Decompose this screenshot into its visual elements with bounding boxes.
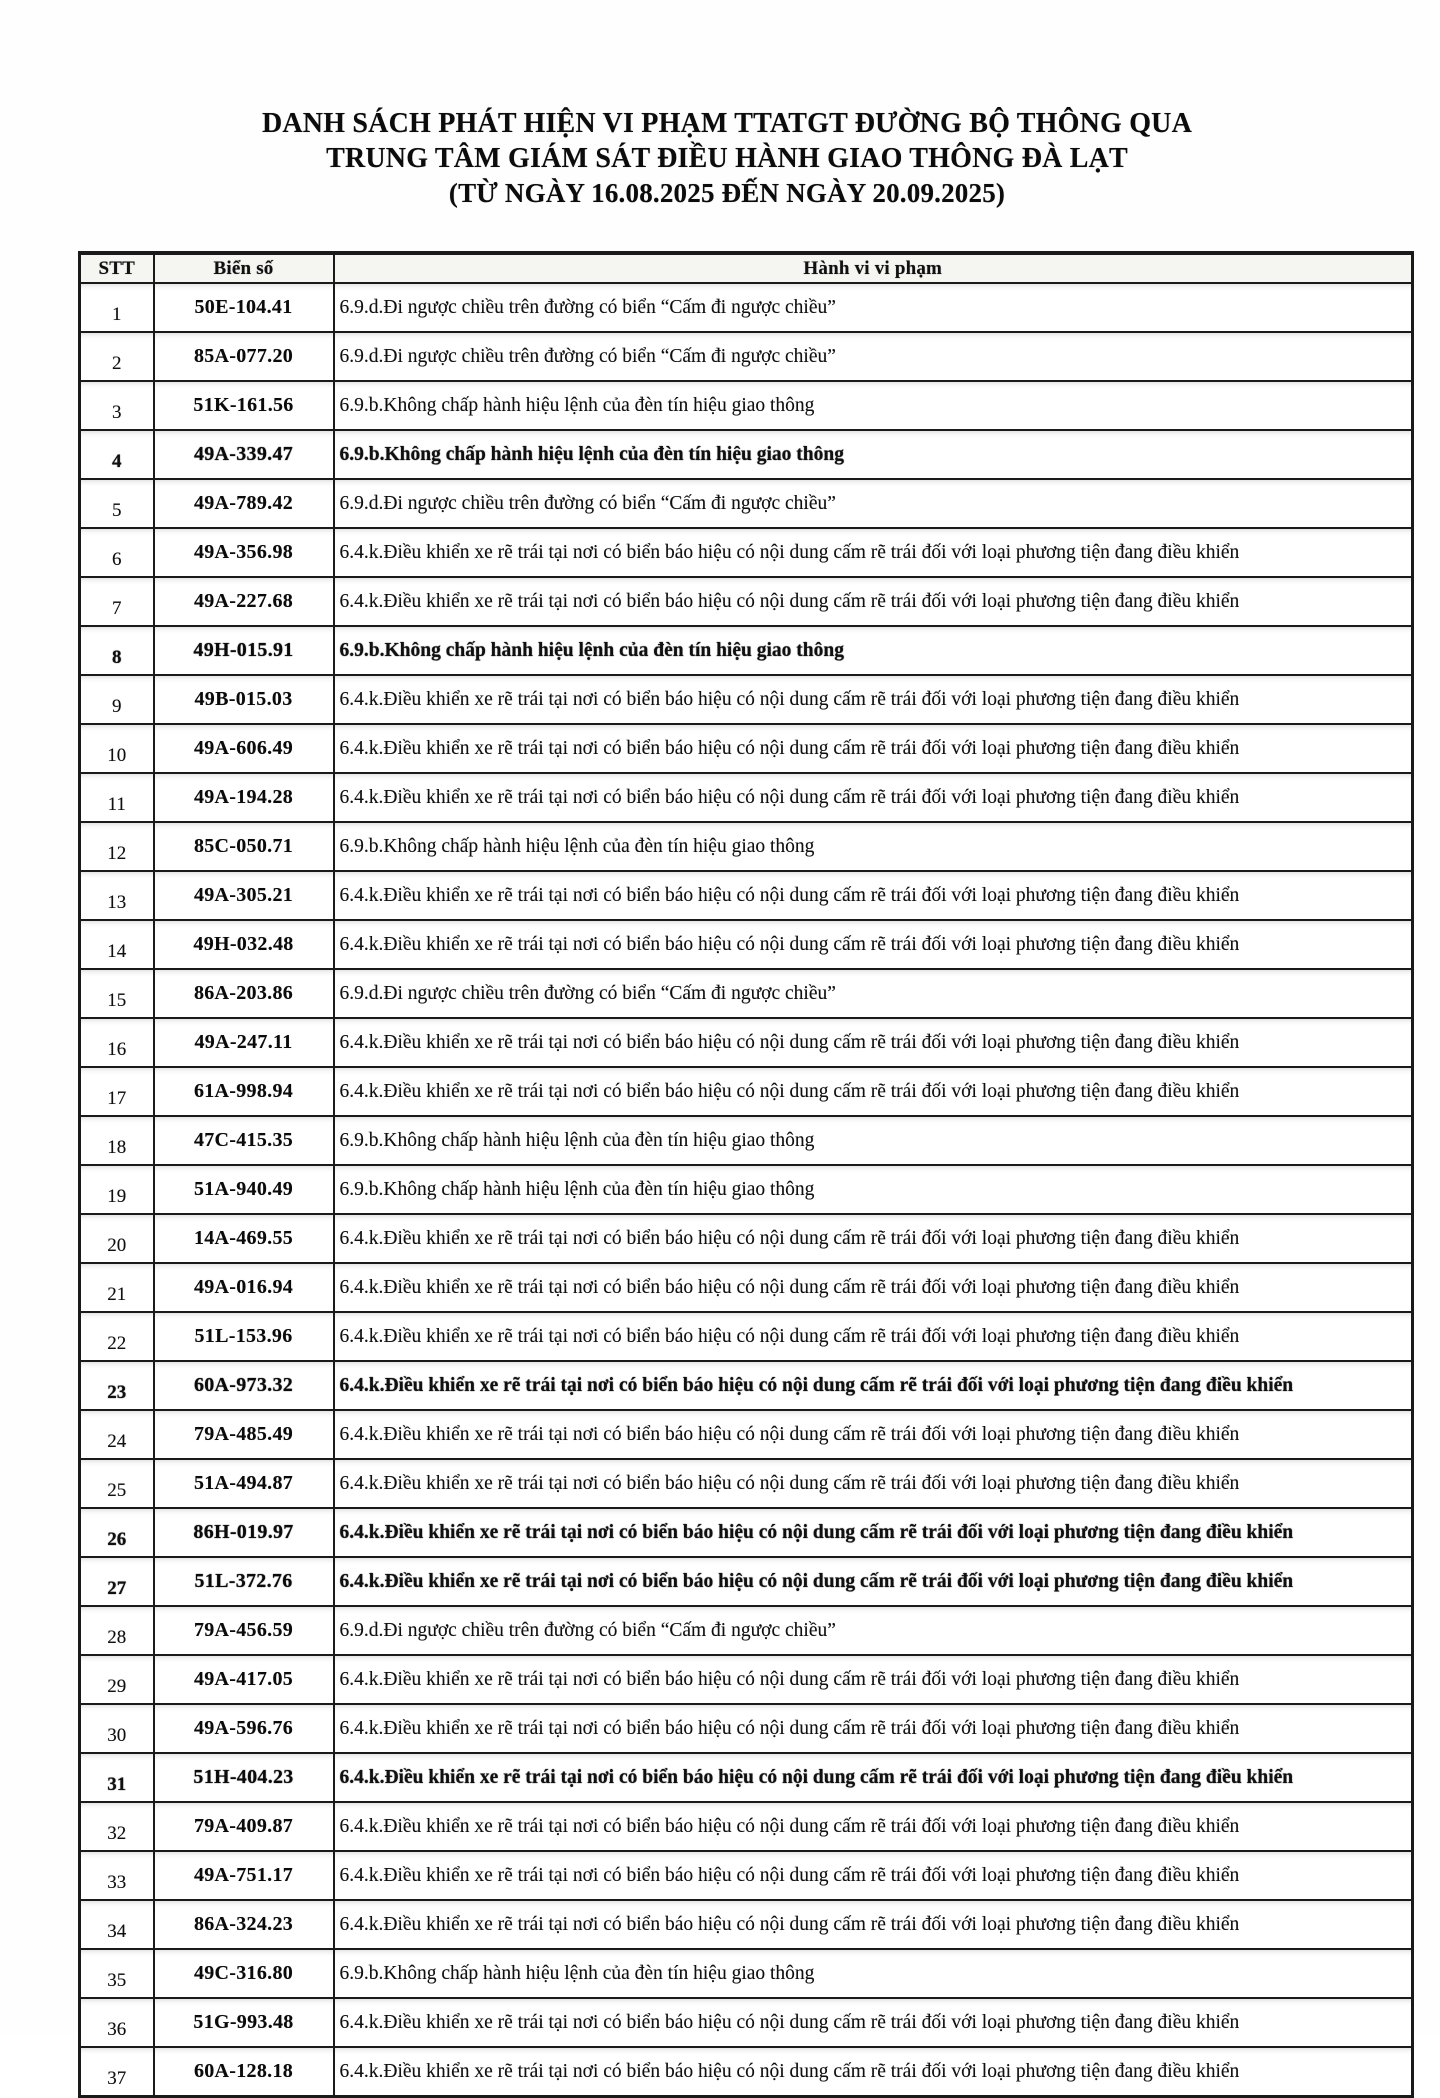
table-row xyxy=(80,283,1413,332)
violation-cell: 6.9.d.Đi ngược chiều trên đường có biển “Cấm đi ngược chiều” xyxy=(334,283,1413,332)
violation-cell: 6.9.d.Đi ngược chiều trên đường có biển “Cấm đi ngược chiều” xyxy=(334,969,1413,1018)
row-number-cell: 5 xyxy=(80,479,154,528)
violation-cell: 6.4.k.Điều khiển xe rẽ trái tại nơi có biển báo hiệu có nội dung cấm rẽ trái đối với loại phương tiện đang điều khiển xyxy=(334,1361,1413,1410)
plate-number-cell: 49A-339.47 xyxy=(154,430,334,479)
table-row xyxy=(80,1704,1413,1753)
violation-cell: 6.4.k.Điều khiển xe rẽ trái tại nơi có biển báo hiệu có nội dung cấm rẽ trái đối với loại phương tiện đang điều khiển xyxy=(334,577,1413,626)
table-header-row xyxy=(80,253,1413,283)
table-row xyxy=(80,871,1413,920)
violation-cell: 6.4.k.Điều khiển xe rẽ trái tại nơi có biển báo hiệu có nội dung cấm rẽ trái đối với loại phương tiện đang điều khiển xyxy=(334,1214,1413,1263)
violation-cell: 6.4.k.Điều khiển xe rẽ trái tại nơi có biển báo hiệu có nội dung cấm rẽ trái đối với loại phương tiện đang điều khiển xyxy=(334,1704,1413,1753)
table-row xyxy=(80,969,1413,1018)
violation-cell: 6.4.k.Điều khiển xe rẽ trái tại nơi có biển báo hiệu có nội dung cấm rẽ trái đối với loại phương tiện đang điều khiển xyxy=(334,1802,1413,1851)
violation-cell: 6.9.b.Không chấp hành hiệu lệnh của đèn tín hiệu giao thông xyxy=(334,1949,1413,1998)
header-plate-number: Biển số xyxy=(154,253,334,283)
plate-number-cell: 14A-469.55 xyxy=(154,1214,334,1263)
table-row xyxy=(80,1116,1413,1165)
plate-number-cell: 86A-203.86 xyxy=(154,969,334,1018)
table-row xyxy=(80,1508,1413,1557)
title-line-2: TRUNG TÂM GIÁM SÁT ĐIỀU HÀNH GIAO THÔNG ĐÀ LẠT xyxy=(326,143,1128,174)
violation-cell: 6.4.k.Điều khiển xe rẽ trái tại nơi có biển báo hiệu có nội dung cấm rẽ trái đối với loại phương tiện đang điều khiển xyxy=(334,1018,1413,1067)
table-row xyxy=(80,675,1413,724)
table-row xyxy=(80,1998,1413,2047)
table-row xyxy=(80,920,1413,969)
violation-cell: 6.4.k.Điều khiển xe rẽ trái tại nơi có biển báo hiệu có nội dung cấm rẽ trái đối với loại phương tiện đang điều khiển xyxy=(334,1067,1413,1116)
plate-number-cell: 51L-153.96 xyxy=(154,1312,334,1361)
row-number-cell: 29 xyxy=(80,1655,154,1704)
table-row xyxy=(80,1949,1413,1998)
row-number-cell: 36 xyxy=(80,1998,154,2047)
violation-cell: 6.9.b.Không chấp hành hiệu lệnh của đèn tín hiệu giao thông xyxy=(334,1165,1413,1214)
table-row xyxy=(80,1214,1413,1263)
violation-cell: 6.4.k.Điều khiển xe rẽ trái tại nơi có biển báo hiệu có nội dung cấm rẽ trái đối với loại phương tiện đang điều khiển xyxy=(334,2047,1413,2097)
row-number-cell: 34 xyxy=(80,1900,154,1949)
document-title xyxy=(0,106,1440,211)
table-row xyxy=(80,577,1413,626)
plate-number-cell: 85A-077.20 xyxy=(154,332,334,381)
plate-number-cell: 49H-032.48 xyxy=(154,920,334,969)
plate-number-cell: 49A-016.94 xyxy=(154,1263,334,1312)
table-row xyxy=(80,1018,1413,1067)
violation-cell: 6.4.k.Điều khiển xe rẽ trái tại nơi có biển báo hiệu có nội dung cấm rẽ trái đối với loại phương tiện đang điều khiển xyxy=(334,724,1413,773)
header-violation: Hành vi vi phạm xyxy=(334,253,1413,283)
table-row xyxy=(80,773,1413,822)
row-number-cell: 37 xyxy=(80,2047,154,2097)
row-number-cell: 7 xyxy=(80,577,154,626)
table-row xyxy=(80,1459,1413,1508)
violations-table xyxy=(78,251,1414,2098)
violation-cell: 6.4.k.Điều khiển xe rẽ trái tại nơi có biển báo hiệu có nội dung cấm rẽ trái đối với loại phương tiện đang điều khiển xyxy=(334,1508,1413,1557)
violation-cell: 6.9.d.Đi ngược chiều trên đường có biển “Cấm đi ngược chiều” xyxy=(334,479,1413,528)
row-number-cell: 15 xyxy=(80,969,154,1018)
violation-cell: 6.4.k.Điều khiển xe rẽ trái tại nơi có biển báo hiệu có nội dung cấm rẽ trái đối với loại phương tiện đang điều khiển xyxy=(334,1851,1413,1900)
violation-cell: 6.4.k.Điều khiển xe rẽ trái tại nơi có biển báo hiệu có nội dung cấm rẽ trái đối với loại phương tiện đang điều khiển xyxy=(334,920,1413,969)
plate-number-cell: 49A-247.11 xyxy=(154,1018,334,1067)
table-row xyxy=(80,1753,1413,1802)
plate-number-cell: 47C-415.35 xyxy=(154,1116,334,1165)
table-row xyxy=(80,1263,1413,1312)
row-number-cell: 20 xyxy=(80,1214,154,1263)
plate-number-cell: 79A-409.87 xyxy=(154,1802,334,1851)
table-row xyxy=(80,626,1413,675)
plate-number-cell: 49A-417.05 xyxy=(154,1655,334,1704)
row-number-cell: 25 xyxy=(80,1459,154,1508)
plate-number-cell: 86A-324.23 xyxy=(154,1900,334,1949)
row-number-cell: 13 xyxy=(80,871,154,920)
plate-number-cell: 49A-606.49 xyxy=(154,724,334,773)
violation-cell: 6.4.k.Điều khiển xe rẽ trái tại nơi có biển báo hiệu có nội dung cấm rẽ trái đối với loại phương tiện đang điều khiển xyxy=(334,1998,1413,2047)
violation-cell: 6.9.b.Không chấp hành hiệu lệnh của đèn tín hiệu giao thông xyxy=(334,1116,1413,1165)
table-row xyxy=(80,1606,1413,1655)
table-row xyxy=(80,1361,1413,1410)
row-number-cell: 2 xyxy=(80,332,154,381)
plate-number-cell: 60A-128.18 xyxy=(154,2047,334,2097)
title-line-1: DANH SÁCH PHÁT HIỆN VI PHẠM TTATGT ĐƯỜNG BỘ THÔNG QUA xyxy=(261,108,1193,139)
plate-number-cell: 86H-019.97 xyxy=(154,1508,334,1557)
row-number-cell: 21 xyxy=(80,1263,154,1312)
plate-number-cell: 49A-356.98 xyxy=(154,528,334,577)
table-row xyxy=(80,479,1413,528)
table-row xyxy=(80,724,1413,773)
row-number-cell: 10 xyxy=(80,724,154,773)
row-number-cell: 28 xyxy=(80,1606,154,1655)
row-number-cell: 33 xyxy=(80,1851,154,1900)
table-row xyxy=(80,1557,1413,1606)
violation-cell: 6.4.k.Điều khiển xe rẽ trái tại nơi có biển báo hiệu có nội dung cấm rẽ trái đối với loại phương tiện đang điều khiển xyxy=(334,871,1413,920)
violation-cell: 6.9.b.Không chấp hành hiệu lệnh của đèn tín hiệu giao thông xyxy=(334,430,1413,479)
table-row xyxy=(80,381,1413,430)
table-row xyxy=(80,1165,1413,1214)
plate-number-cell: 49A-596.76 xyxy=(154,1704,334,1753)
violation-cell: 6.9.d.Đi ngược chiều trên đường có biển “Cấm đi ngược chiều” xyxy=(334,332,1413,381)
row-number-cell: 3 xyxy=(80,381,154,430)
row-number-cell: 32 xyxy=(80,1802,154,1851)
violation-cell: 6.4.k.Điều khiển xe rẽ trái tại nơi có biển báo hiệu có nội dung cấm rẽ trái đối với loại phương tiện đang điều khiển xyxy=(334,1557,1413,1606)
table-row xyxy=(80,332,1413,381)
header-stt: STT xyxy=(80,253,154,283)
row-number-cell: 23 xyxy=(80,1361,154,1410)
plate-number-cell: 49B-015.03 xyxy=(154,675,334,724)
violation-cell: 6.4.k.Điều khiển xe rẽ trái tại nơi có biển báo hiệu có nội dung cấm rẽ trái đối với loại phương tiện đang điều khiển xyxy=(334,1900,1413,1949)
table-row xyxy=(80,1312,1413,1361)
row-number-cell: 35 xyxy=(80,1949,154,1998)
plate-number-cell: 61A-998.94 xyxy=(154,1067,334,1116)
row-number-cell: 11 xyxy=(80,773,154,822)
plate-number-cell: 49A-305.21 xyxy=(154,871,334,920)
violation-cell: 6.4.k.Điều khiển xe rẽ trái tại nơi có biển báo hiệu có nội dung cấm rẽ trái đối với loại phương tiện đang điều khiển xyxy=(334,1263,1413,1312)
title-line-3: (TỪ NGÀY 16.08.2025 ĐẾN NGÀY 20.09.2025) xyxy=(448,178,1006,208)
plate-number-cell: 85C-050.71 xyxy=(154,822,334,871)
plate-number-cell: 51A-940.49 xyxy=(154,1165,334,1214)
row-number-cell: 27 xyxy=(80,1557,154,1606)
table-row xyxy=(80,430,1413,479)
plate-number-cell: 49A-751.17 xyxy=(154,1851,334,1900)
violation-cell: 6.9.d.Đi ngược chiều trên đường có biển “Cấm đi ngược chiều” xyxy=(334,1606,1413,1655)
violation-cell: 6.4.k.Điều khiển xe rẽ trái tại nơi có biển báo hiệu có nội dung cấm rẽ trái đối với loại phương tiện đang điều khiển xyxy=(334,773,1413,822)
violation-cell: 6.9.b.Không chấp hành hiệu lệnh của đèn tín hiệu giao thông xyxy=(334,381,1413,430)
table-row xyxy=(80,1410,1413,1459)
plate-number-cell: 49H-015.91 xyxy=(154,626,334,675)
plate-number-cell: 50E-104.41 xyxy=(154,283,334,332)
row-number-cell: 18 xyxy=(80,1116,154,1165)
table-row xyxy=(80,1067,1413,1116)
row-number-cell: 12 xyxy=(80,822,154,871)
violation-cell: 6.9.b.Không chấp hành hiệu lệnh của đèn tín hiệu giao thông xyxy=(334,822,1413,871)
violation-cell: 6.4.k.Điều khiển xe rẽ trái tại nơi có biển báo hiệu có nội dung cấm rẽ trái đối với loại phương tiện đang điều khiển xyxy=(334,1655,1413,1704)
plate-number-cell: 79A-456.59 xyxy=(154,1606,334,1655)
table-row xyxy=(80,1851,1413,1900)
violation-cell: 6.4.k.Điều khiển xe rẽ trái tại nơi có biển báo hiệu có nội dung cấm rẽ trái đối với loại phương tiện đang điều khiển xyxy=(334,528,1413,577)
table-row xyxy=(80,528,1413,577)
row-number-cell: 1 xyxy=(80,283,154,332)
row-number-cell: 30 xyxy=(80,1704,154,1753)
violation-cell: 6.4.k.Điều khiển xe rẽ trái tại nơi có biển báo hiệu có nội dung cấm rẽ trái đối với loại phương tiện đang điều khiển xyxy=(334,1410,1413,1459)
row-number-cell: 26 xyxy=(80,1508,154,1557)
plate-number-cell: 49A-194.28 xyxy=(154,773,334,822)
plate-number-cell: 79A-485.49 xyxy=(154,1410,334,1459)
row-number-cell: 17 xyxy=(80,1067,154,1116)
row-number-cell: 4 xyxy=(80,430,154,479)
row-number-cell: 31 xyxy=(80,1753,154,1802)
row-number-cell: 9 xyxy=(80,675,154,724)
plate-number-cell: 49A-227.68 xyxy=(154,577,334,626)
violation-cell: 6.9.b.Không chấp hành hiệu lệnh của đèn tín hiệu giao thông xyxy=(334,626,1413,675)
table-row xyxy=(80,2047,1413,2097)
violation-cell: 6.4.k.Điều khiển xe rẽ trái tại nơi có biển báo hiệu có nội dung cấm rẽ trái đối với loại phương tiện đang điều khiển xyxy=(334,1312,1413,1361)
plate-number-cell: 51K-161.56 xyxy=(154,381,334,430)
plate-number-cell: 60A-973.32 xyxy=(154,1361,334,1410)
table-row xyxy=(80,1802,1413,1851)
row-number-cell: 19 xyxy=(80,1165,154,1214)
plate-number-cell: 49C-316.80 xyxy=(154,1949,334,1998)
violation-cell: 6.4.k.Điều khiển xe rẽ trái tại nơi có biển báo hiệu có nội dung cấm rẽ trái đối với loại phương tiện đang điều khiển xyxy=(334,1459,1413,1508)
violation-cell: 6.4.k.Điều khiển xe rẽ trái tại nơi có biển báo hiệu có nội dung cấm rẽ trái đối với loại phương tiện đang điều khiển xyxy=(334,1753,1413,1802)
violation-cell: 6.4.k.Điều khiển xe rẽ trái tại nơi có biển báo hiệu có nội dung cấm rẽ trái đối với loại phương tiện đang điều khiển xyxy=(334,675,1413,724)
table-row xyxy=(80,1900,1413,1949)
row-number-cell: 8 xyxy=(80,626,154,675)
table-row xyxy=(80,822,1413,871)
plate-number-cell: 49A-789.42 xyxy=(154,479,334,528)
row-number-cell: 24 xyxy=(80,1410,154,1459)
plate-number-cell: 51L-372.76 xyxy=(154,1557,334,1606)
row-number-cell: 16 xyxy=(80,1018,154,1067)
row-number-cell: 22 xyxy=(80,1312,154,1361)
row-number-cell: 14 xyxy=(80,920,154,969)
table-row xyxy=(80,1655,1413,1704)
plate-number-cell: 51H-404.23 xyxy=(154,1753,334,1802)
row-number-cell: 6 xyxy=(80,528,154,577)
plate-number-cell: 51A-494.87 xyxy=(154,1459,334,1508)
plate-number-cell: 51G-993.48 xyxy=(154,1998,334,2047)
